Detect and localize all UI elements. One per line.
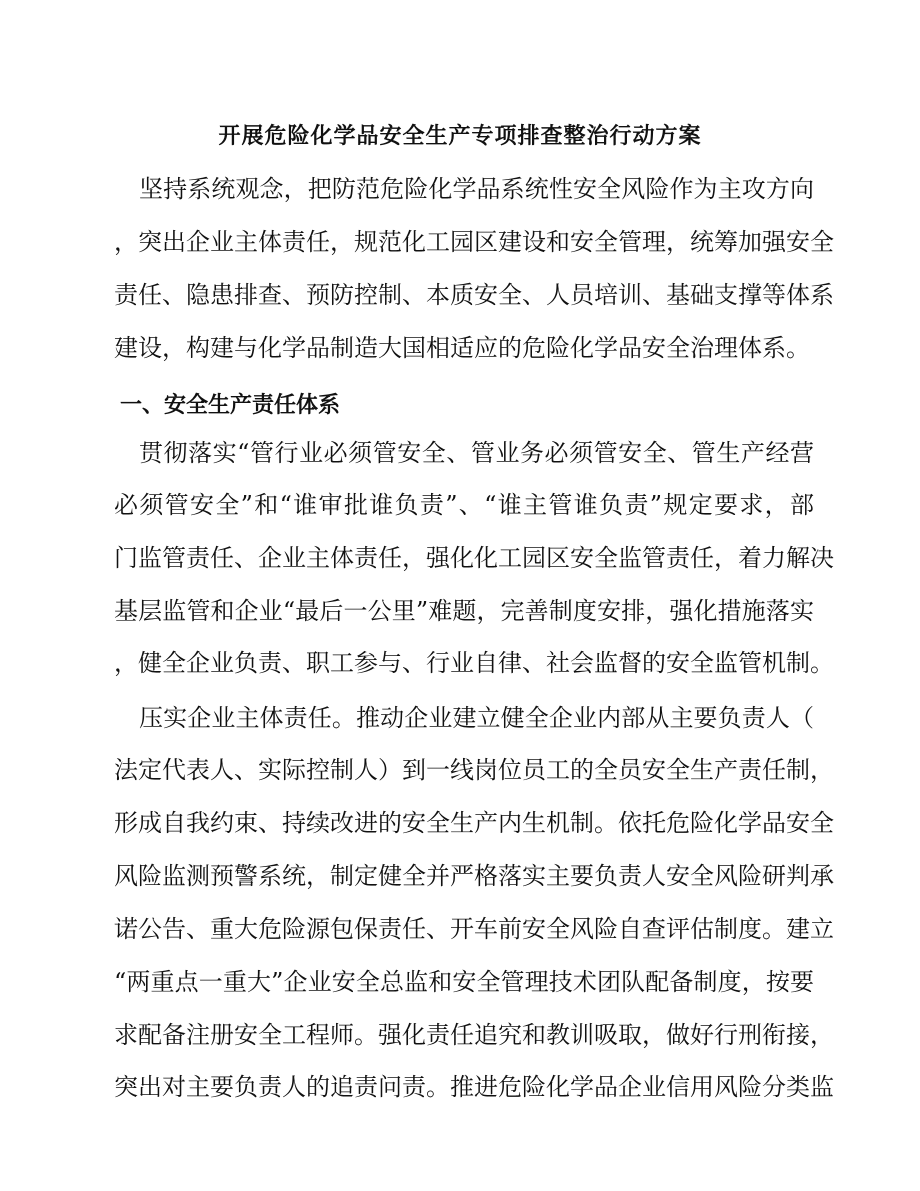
section-heading: 一、安全生产责任体系: [120, 393, 341, 418]
paragraph2-line-2: 法定代表人、实际控制人）到一线岗位员工的全员安全生产责任制，: [114, 756, 834, 784]
paragraph1-line-2: 必须管安全”和“谁审批谁负责”、“谁主管谁负责”规定要求，部: [114, 491, 814, 519]
document-title: 开展危险化学品安全生产专项排查整治行动方案: [218, 124, 702, 149]
paragraph2-line-7: 求配备注册安全工程师。强化责任追究和教训吸取，做好行刑衔接，: [114, 1021, 834, 1049]
paragraph2-line-4: 风险监测预警系统，制定健全并严格落实主要负责人安全风险研判承: [114, 862, 834, 890]
intro-line-3: 责任、隐患排查、预防控制、本质安全、人员培训、基础支撑等体系: [114, 281, 834, 309]
paragraph2-line-1: 压实企业主体责任。推动企业建立健全企业内部从主要负责人（: [139, 704, 814, 732]
paragraph1-line-4: 基层监管和企业“最后一公里”难题，完善制度安排，强化措施落实: [114, 597, 814, 625]
intro-line-2: ，突出企业主体责任，规范化工园区建设和安全管理，统筹加强安全: [114, 228, 834, 256]
paragraph2-line-3: 形成自我约束、持续改进的安全生产内生机制。依托危险化学品安全: [114, 809, 834, 837]
intro-line-1: 坚持系统观念，把防范危险化学品系统性安全风险作为主攻方向: [139, 175, 814, 203]
paragraph2-line-6: “两重点一重大”企业安全总监和安全管理技术团队配备制度，按要: [114, 968, 814, 996]
intro-line-4: 建设，构建与化学品制造大国相适应的危险化学品安全治理体系。: [114, 334, 810, 362]
paragraph1-line-1: 贯彻落实“管行业必须管安全、管业务必须管安全、管生产经营: [139, 439, 814, 467]
paragraph1-line-3: 门监管责任、企业主体责任，强化化工园区安全监管责任，着力解决: [114, 544, 834, 572]
paragraph1-line-5: ，健全企业负责、职工参与、行业自律、社会监督的安全监管机制。: [114, 649, 834, 677]
paragraph2-line-5: 诺公告、重大危险源包保责任、开车前安全风险自查评估制度。建立: [114, 915, 834, 943]
paragraph2-line-8: 突出对主要负责人的追责问责。推进危险化学品企业信用风险分类监: [114, 1073, 834, 1101]
